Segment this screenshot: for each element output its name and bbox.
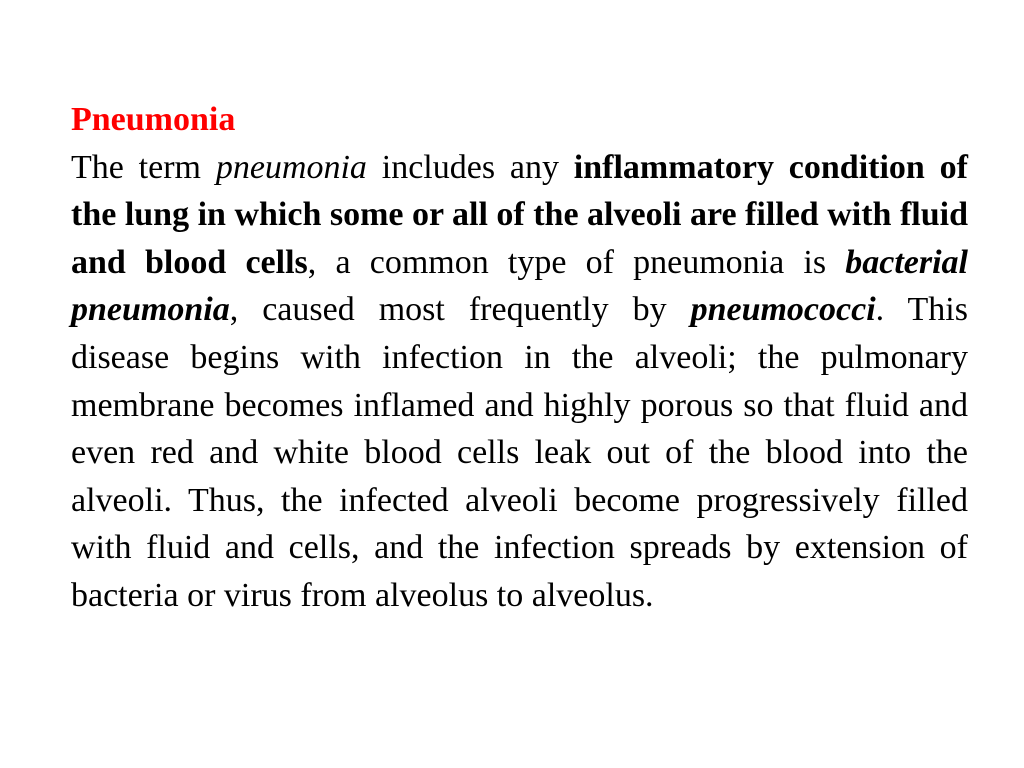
text-segment: , a common type of pneumonia is [307, 243, 846, 281]
text-segment: The term [71, 148, 216, 186]
slide-content [71, 96, 968, 620]
body-paragraph [71, 144, 968, 620]
text-segment: , caused most frequently by [229, 291, 691, 329]
text-segment: includes any [366, 148, 574, 186]
slide-title: Pneumonia [71, 101, 236, 138]
term-pneumonia: pneumonia [215, 148, 367, 186]
term-bacterial-pneumonia: bacterial pneumonia [71, 243, 969, 329]
term-pneumococci: pneumococci [690, 291, 876, 329]
text-segment: . This disease begins with infection in the alveoli; the pulmonary membrane becomes inflamed and highly porous so that fluid and even red and white blood cells leak out of the blood into the alveoli. Thus, the infected alveoli become progressively filled with fluid and cells, and the infection spreads by extension of bacteria or virus from alveolus to alveolus. [71, 291, 968, 614]
definition-highlight: inflammatory condition of the lung in which some or all of the alveoli are filled with fluid and blood cells [71, 148, 968, 281]
